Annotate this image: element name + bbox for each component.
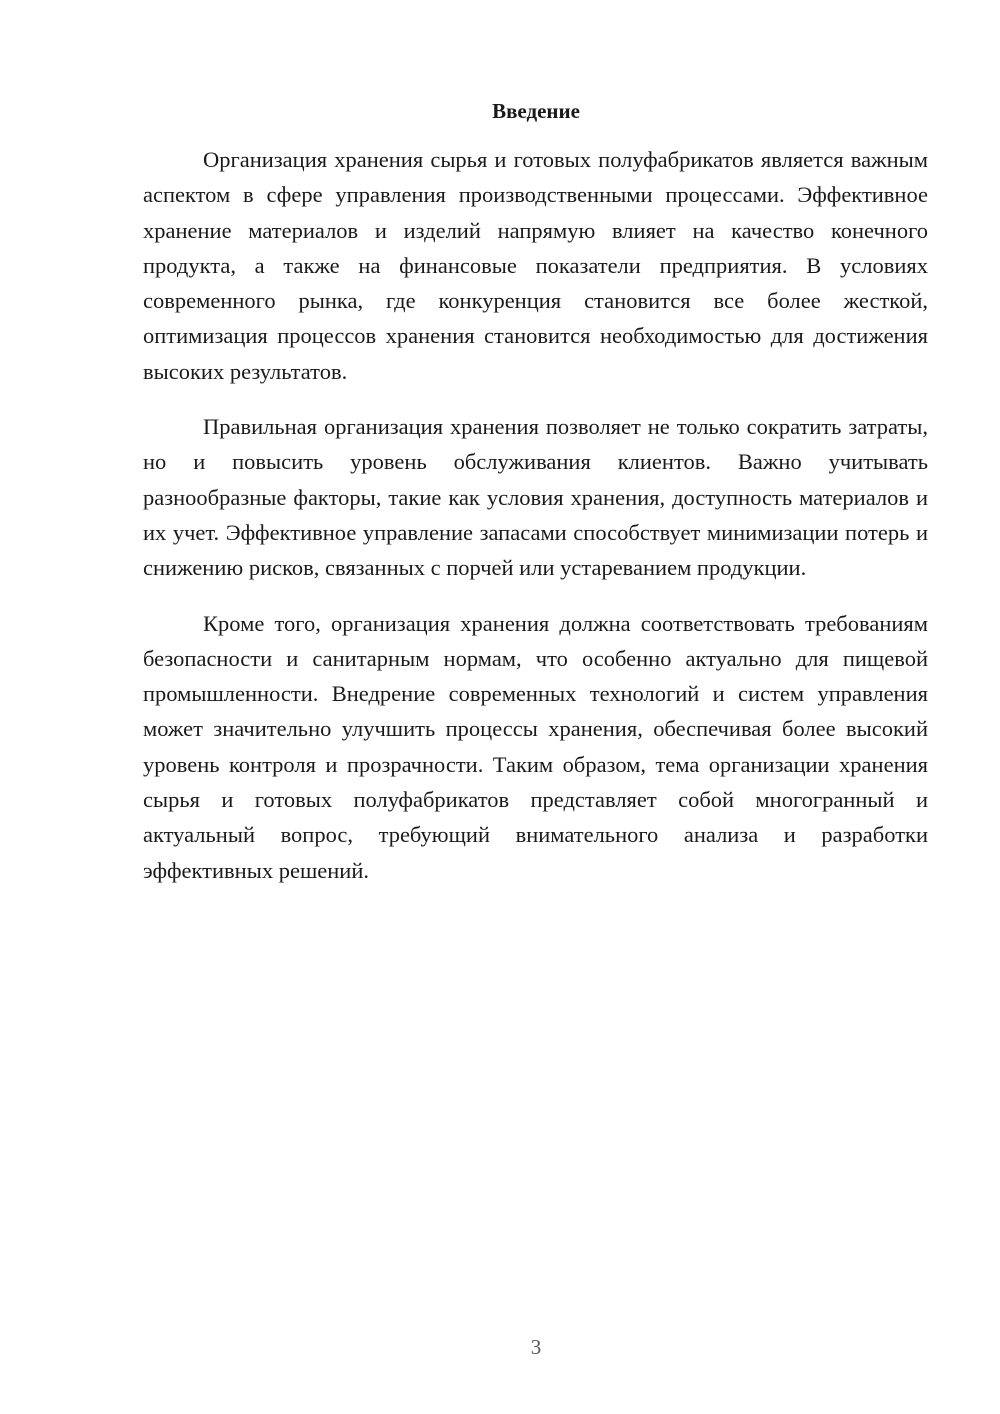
- page-number: 3: [530, 1335, 542, 1359]
- document-body: [143, 142, 928, 908]
- paragraph-3: Кроме того, организация хранения должна соответствовать требованиям безопасности и санитарным нормам, что особенно актуально для пищевой промышленности. Внедрение современных технологий и систем управления может значительно улучшить процессы хранения, обеспечивая более высокий уровень контроля и прозрачности. Таким образом, тема организации хранения сырья и готовых полуфабрикатов представляет собой многогранный и актуальный вопрос, требующий внимательного анализа и разработки эффективных решений.: [143, 610, 928, 883]
- section-heading: Введение: [492, 99, 580, 123]
- paragraph-2: Правильная организация хранения позволяет не только сократить затраты, но и повысить уровень обслуживания клиентов. Важно учитывать разнообразные факторы, такие как условия хранения, доступность материалов и их учет. Эффективное управление запасами способствует минимизации потерь и снижению рисков, связанных с порчей или устареванием продукции.: [143, 414, 928, 581]
- paragraph-1: Организация хранения сырья и готовых полуфабрикатов является важным аспектом в сфере управления производственными процессами. Эффективное хранение материалов и изделий напрямую влияет на качество конечного продукта, а также на финансовые показатели предприятия. В условиях современного рынка, где конкуренция становится все более жесткой, оптимизация процессов хранения становится необходимостью для достижения высоких результатов.: [143, 147, 928, 384]
